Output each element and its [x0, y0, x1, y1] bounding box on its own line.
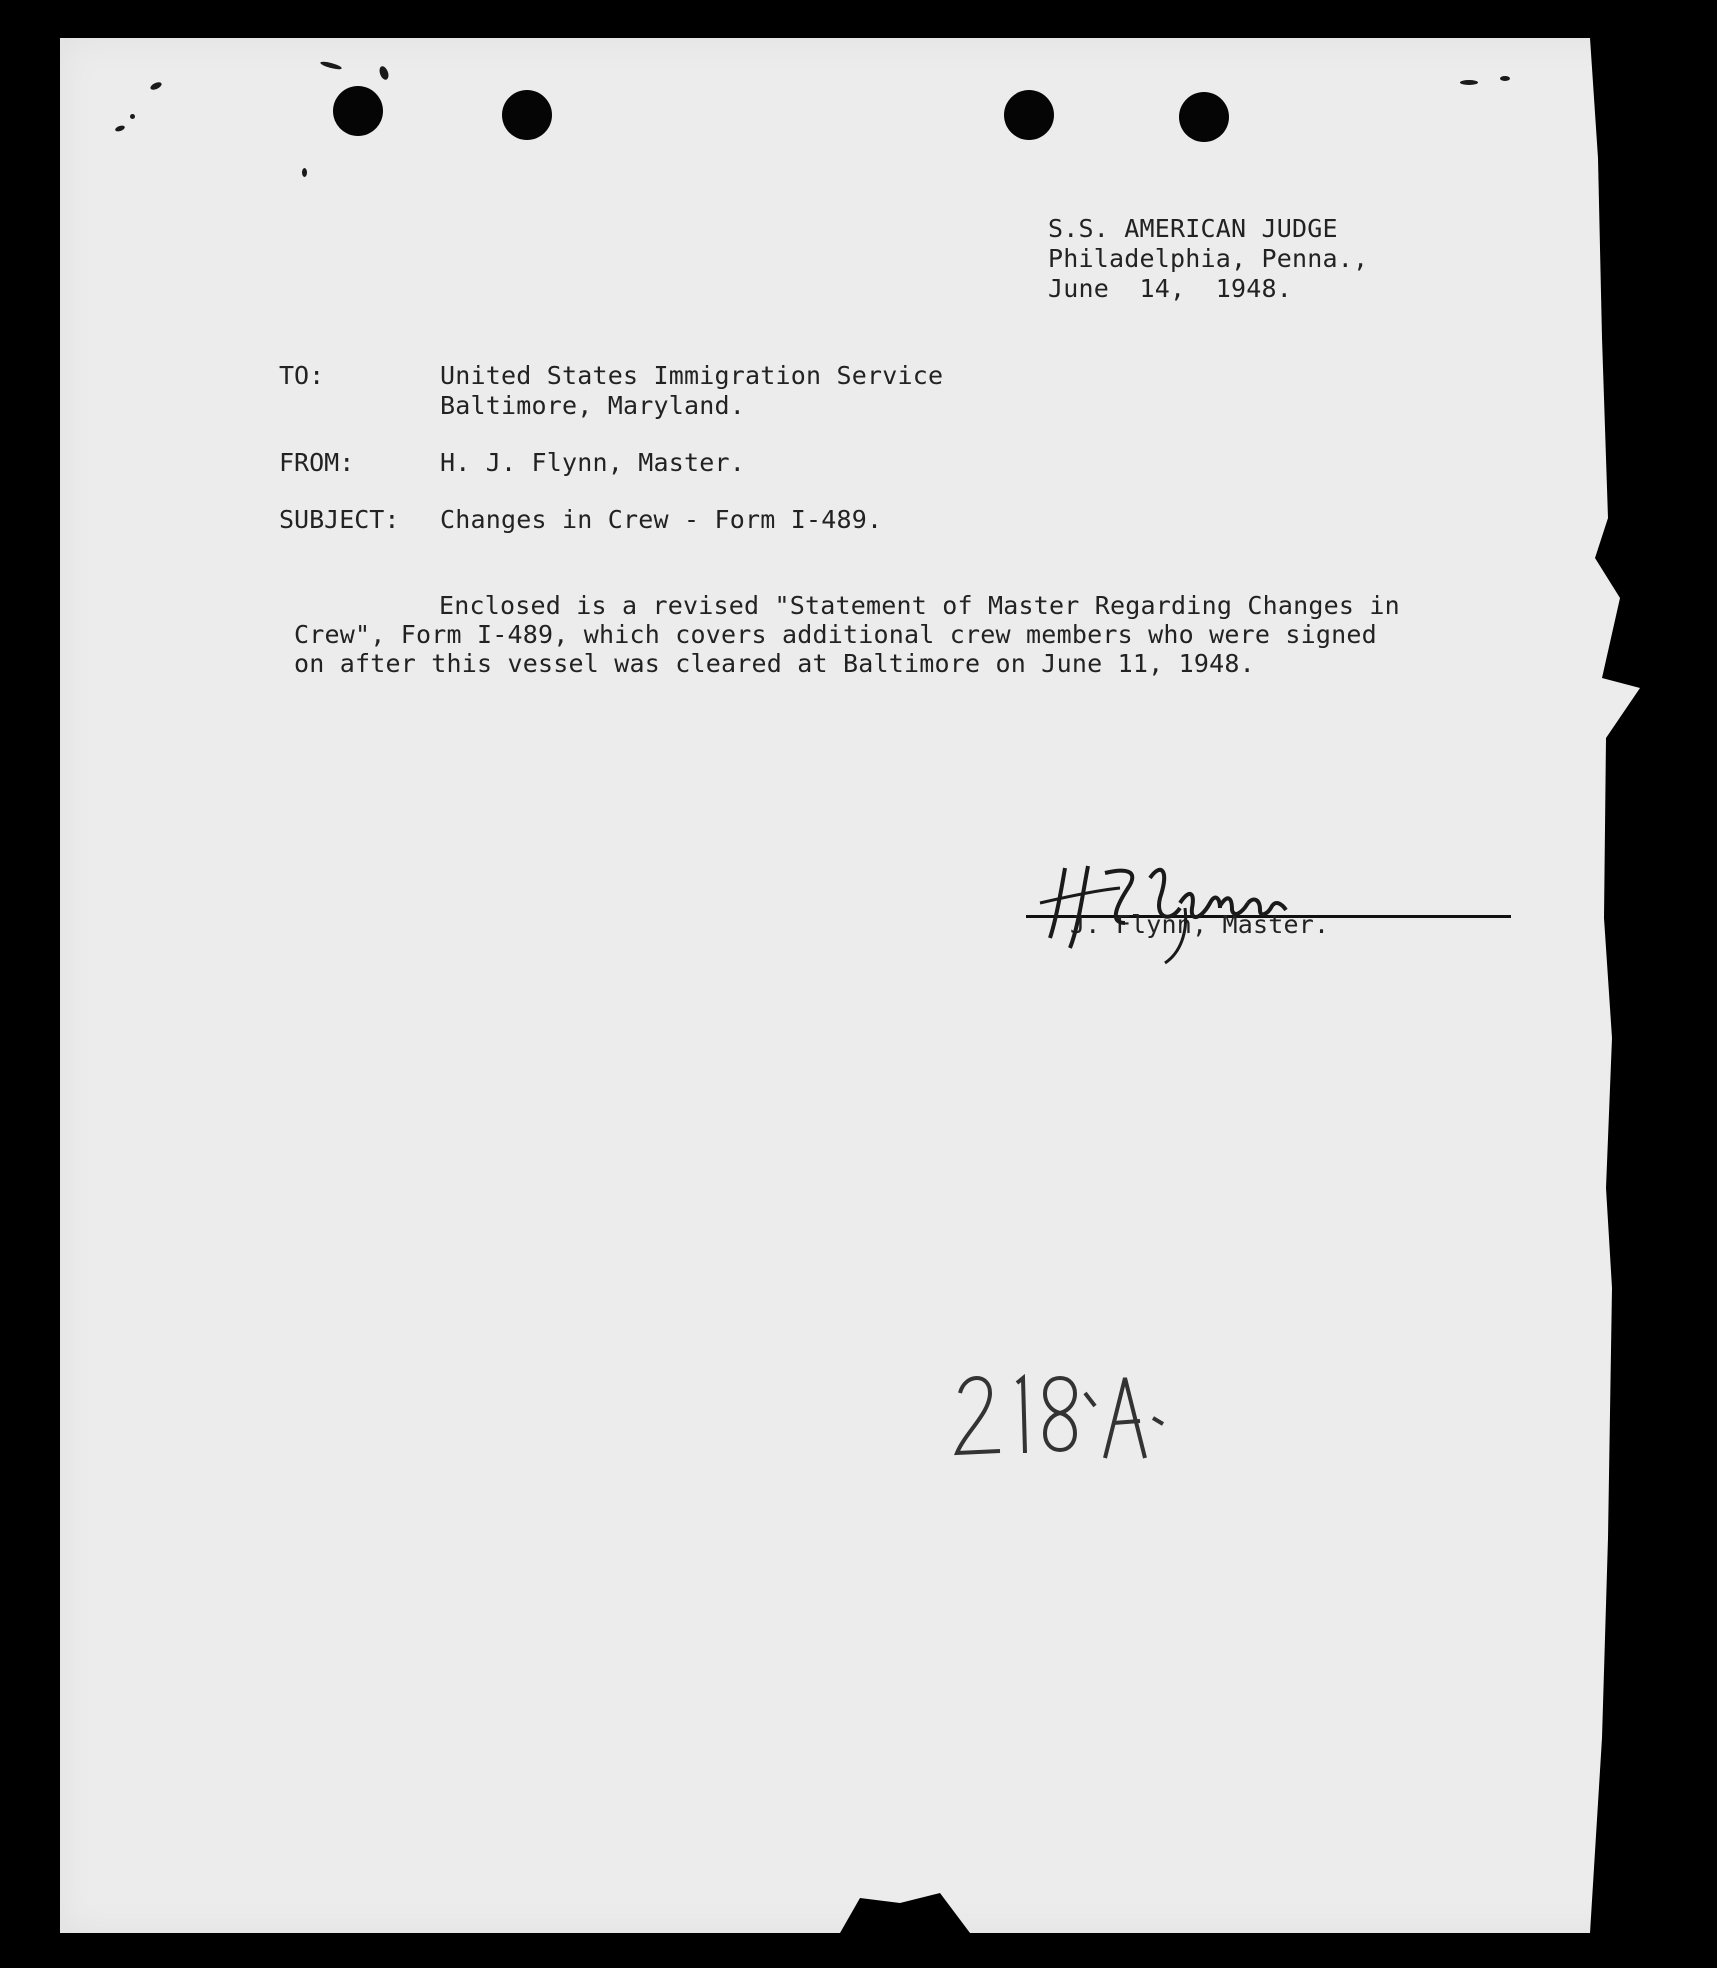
to-recipient-line2: Baltimore, Maryland.	[440, 391, 746, 420]
handwritten-file-number	[945, 1358, 1185, 1468]
document-page	[60, 38, 1680, 1933]
place-line: Philadelphia, Penna.,	[1048, 244, 1369, 273]
typed-signature-name: J. Flynn, Master.	[1070, 910, 1330, 939]
subject-label: SUBJECT:	[279, 505, 400, 534]
ink-speck	[378, 65, 390, 81]
ink-speck	[149, 81, 162, 92]
from-value: H. J. Flynn, Master.	[440, 448, 746, 477]
ink-speck	[130, 114, 135, 119]
ink-speck	[1500, 76, 1510, 81]
vessel-name: S.S. AMERICAN JUDGE	[1048, 214, 1338, 243]
handwritten-signature	[1010, 828, 1310, 968]
ink-speck	[1460, 80, 1478, 85]
from-label: FROM:	[279, 448, 355, 477]
body-line-2: Crew", Form I-489, which covers additional crew members who were signed	[294, 620, 1377, 649]
to-label: TO:	[279, 361, 325, 390]
torn-bottom-edge	[840, 1883, 980, 1933]
punch-hole	[333, 86, 383, 136]
ink-speck	[302, 168, 307, 177]
ink-speck	[320, 60, 343, 71]
ink-speck	[114, 124, 125, 132]
subject-value: Changes in Crew - Form I-489.	[440, 505, 883, 534]
date-line: June 14, 1948.	[1048, 274, 1293, 303]
punch-hole	[502, 90, 552, 140]
punch-hole	[1004, 90, 1054, 140]
to-recipient-line1: United States Immigration Service	[440, 361, 944, 390]
torn-page-edge	[1590, 38, 1680, 1933]
body-line-3: on after this vessel was cleared at Baltimore on June 11, 1948.	[294, 649, 1255, 678]
punch-hole	[1179, 92, 1229, 142]
body-line-1: Enclosed is a revised "Statement of Master Regarding Changes in	[439, 591, 1400, 620]
